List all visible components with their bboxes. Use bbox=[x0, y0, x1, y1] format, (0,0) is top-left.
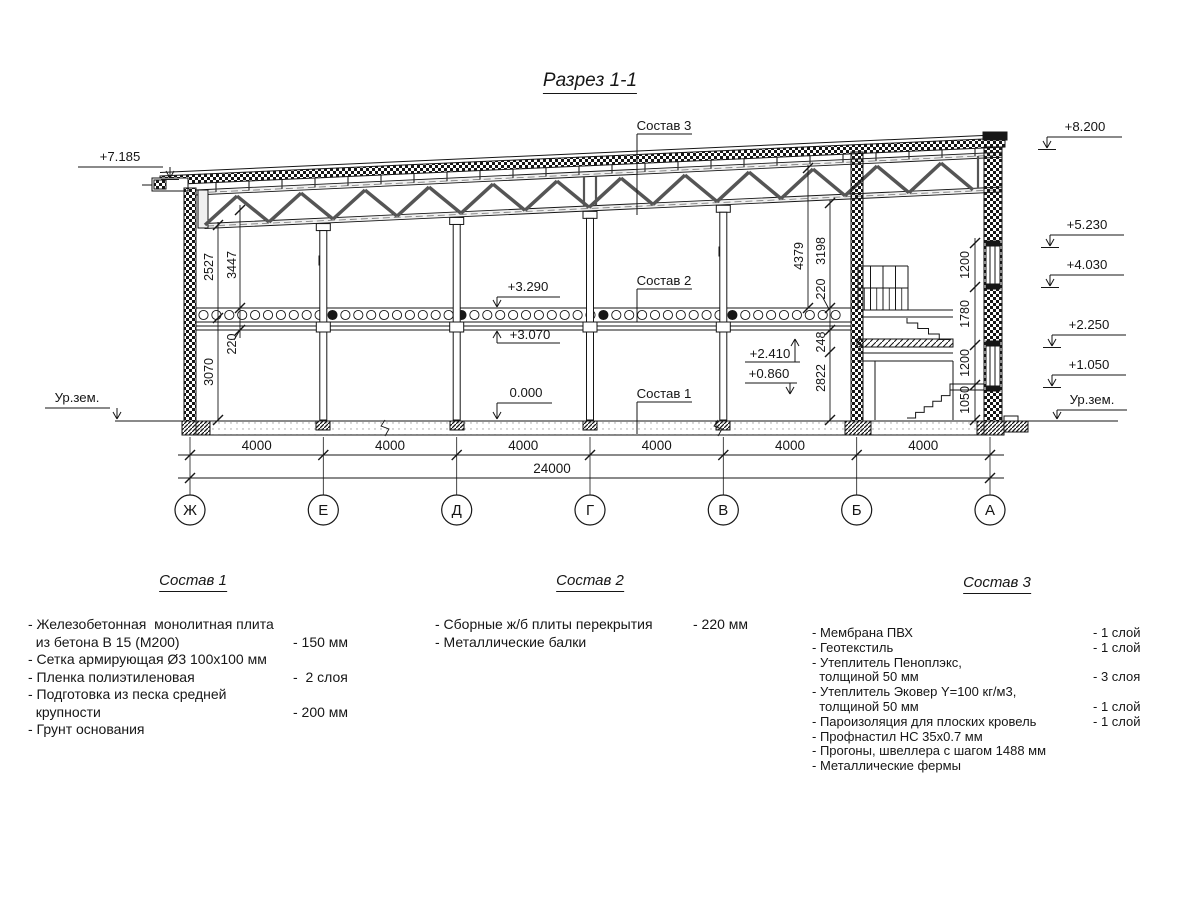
spec-item-value: - 150 мм bbox=[293, 633, 349, 650]
slab-core-circle bbox=[728, 310, 737, 319]
slab-core-circle bbox=[444, 310, 453, 319]
spec-item-text: - Сборные ж/б плиты перекрытия bbox=[435, 616, 653, 632]
elevation-mark-label: +2.250 bbox=[1068, 317, 1110, 332]
spec-item-text: - Прогоны, швеллера с шагом 1488 мм bbox=[812, 743, 1047, 759]
elevation-mark-barb bbox=[1048, 379, 1052, 386]
column-corbel bbox=[716, 322, 730, 332]
spec-item-text: толщиной 50 мм bbox=[812, 698, 919, 714]
window-opening bbox=[986, 246, 1000, 284]
elevation-mark-label: +5.230 bbox=[1066, 217, 1108, 232]
spec-row bbox=[812, 670, 1182, 685]
window-sill bbox=[986, 386, 1000, 391]
slab-core-circle bbox=[741, 310, 750, 319]
slab-core-circle bbox=[418, 310, 427, 319]
elevation-mark-barb bbox=[786, 387, 790, 394]
elevation-mark-label: +3.290 bbox=[507, 279, 549, 294]
truss-diagonal bbox=[333, 190, 365, 219]
spec-item-text: - Металлические балки bbox=[435, 633, 587, 650]
slab-core-circle bbox=[276, 310, 285, 319]
truss-diagonal bbox=[525, 181, 557, 210]
slab-core-circle bbox=[328, 310, 337, 319]
spec-item-value: - 3 слоя bbox=[1093, 669, 1141, 685]
callout-label: Состав 2 bbox=[636, 273, 692, 288]
slab-core-circle bbox=[612, 310, 621, 319]
stair-flight-lower bbox=[907, 390, 950, 418]
spec-row bbox=[28, 669, 408, 687]
slab-core-circle bbox=[625, 310, 634, 319]
spec2-list bbox=[435, 616, 795, 651]
column-corbel bbox=[316, 322, 330, 332]
elevation-mark-label: Ур.зем. bbox=[1069, 392, 1115, 407]
spec-item-text: - Грунт основания bbox=[28, 721, 145, 737]
elevation-mark-barb bbox=[1052, 379, 1056, 386]
truss-diagonal bbox=[589, 178, 621, 207]
spec-row bbox=[812, 700, 1182, 715]
foundation-pad bbox=[583, 421, 597, 430]
dim-label-vertical: 220 bbox=[225, 333, 239, 355]
slab-core-circle bbox=[483, 310, 492, 319]
foundation-b bbox=[845, 421, 871, 435]
column-corbel bbox=[583, 322, 597, 332]
spec-row bbox=[812, 641, 1182, 656]
spec-item-text: - Железобетонная монолитная плита bbox=[28, 616, 274, 632]
slab-core-circle bbox=[212, 310, 221, 319]
elevation-mark-barb bbox=[1043, 141, 1047, 148]
spec3-list bbox=[812, 626, 1182, 774]
elevation-mark-label: 0.000 bbox=[509, 385, 543, 400]
slab-core-circle bbox=[650, 310, 659, 319]
column-head-pad bbox=[316, 224, 330, 231]
dim-label-bay: 4000 bbox=[641, 438, 672, 453]
foundation-pad bbox=[716, 421, 730, 430]
elevation-mark-label: +1.050 bbox=[1068, 357, 1110, 372]
slab-core-circle bbox=[341, 310, 350, 319]
dim-label-vertical: 1780 bbox=[958, 300, 972, 328]
spec3-title: Состав 3 bbox=[963, 574, 1031, 591]
spec-item-value: - 1 слой bbox=[1093, 625, 1141, 640]
elevation-mark-barb bbox=[1050, 239, 1054, 246]
stair-landing bbox=[857, 339, 953, 347]
column bbox=[720, 212, 727, 420]
spec-item-text: - Утеплитель Эковер Y=100 кг/м3, bbox=[812, 684, 1017, 700]
elevation-mark-label: +3.070 bbox=[509, 327, 551, 342]
axis-letter: В bbox=[718, 502, 729, 519]
spec-item-text: - Подготовка из песка средней bbox=[28, 686, 227, 702]
stair-flight-upper bbox=[907, 318, 950, 340]
spec-item-value: - 1 слой bbox=[1093, 639, 1141, 655]
elevation-mark-barb bbox=[1057, 412, 1061, 419]
spec-row bbox=[812, 626, 1182, 641]
dim-label-bay: 4000 bbox=[908, 438, 939, 453]
foundation-pad bbox=[316, 421, 330, 430]
dim-label-bay: 4000 bbox=[508, 438, 539, 453]
dim-label-vertical: 2822 bbox=[814, 364, 828, 392]
slab-core-circle bbox=[599, 310, 608, 319]
spec-item-text: - Мембрана ПВХ bbox=[812, 625, 913, 640]
spec1-title: Состав 1 bbox=[159, 572, 227, 589]
slab-core-circle bbox=[547, 310, 556, 319]
callout-label: Состав 3 bbox=[636, 118, 692, 133]
slab-core-circle bbox=[676, 310, 685, 319]
drawing-title: Разрез 1-1 bbox=[543, 70, 637, 92]
spec-row bbox=[435, 616, 795, 634]
slab-core-circle bbox=[470, 310, 479, 319]
elevation-mark-barb bbox=[493, 331, 497, 338]
elevation-mark-barb bbox=[1047, 141, 1051, 148]
spec-item-text: - Пароизоляция для плоских кровель bbox=[812, 713, 1037, 729]
truss-diagonal bbox=[397, 187, 429, 216]
slab-core-circle bbox=[508, 310, 517, 319]
axis-letter: Ж bbox=[183, 502, 197, 519]
elevation-mark-barb bbox=[1052, 339, 1056, 346]
axis-letter: Б bbox=[851, 502, 862, 519]
spec-item-text: крупности bbox=[28, 703, 101, 720]
axis-letter: Д bbox=[451, 502, 462, 519]
slab-core-circle bbox=[289, 310, 298, 319]
dim-label-vertical: 220 bbox=[814, 278, 828, 300]
truss-diagonal bbox=[717, 172, 749, 201]
slab-core-circle bbox=[754, 310, 763, 319]
column-head-pad bbox=[583, 211, 597, 218]
dim-label-total: 24000 bbox=[533, 461, 571, 476]
slab-core-circle bbox=[521, 310, 530, 319]
slab-core-circle bbox=[638, 310, 647, 319]
slab-core-circle bbox=[831, 310, 840, 319]
truss-diagonal bbox=[813, 169, 845, 196]
truss-diagonal bbox=[653, 175, 685, 204]
slab-core-circle bbox=[663, 310, 672, 319]
spec-item-value: - 1 слой bbox=[1093, 698, 1141, 714]
spec-row bbox=[28, 634, 408, 652]
dim-label-vertical: 248 bbox=[814, 331, 828, 353]
truss-diagonal bbox=[205, 196, 237, 225]
dim-label-bay: 4000 bbox=[774, 438, 806, 453]
slab-core-circle bbox=[354, 310, 363, 319]
dim-label-vertical: 3070 bbox=[202, 358, 216, 386]
elevation-mark-label: +2.410 bbox=[749, 346, 791, 361]
elevation-mark-label: +0.860 bbox=[748, 366, 790, 381]
elevation-mark-barb bbox=[1046, 279, 1050, 286]
truss-diagonal bbox=[461, 184, 493, 213]
dim-label-bay: 4000 bbox=[374, 438, 406, 453]
spec-item-text: - Профнастил НС 35х0.7 мм bbox=[812, 728, 983, 744]
window-opening bbox=[986, 346, 1000, 386]
elevation-mark-barb bbox=[1050, 279, 1054, 286]
elevation-mark-barb bbox=[497, 300, 501, 307]
slab-core-circle bbox=[431, 310, 440, 319]
axis-letter: Г bbox=[585, 502, 595, 519]
axis-letter: Е bbox=[318, 502, 329, 519]
elevation-mark-barb bbox=[795, 339, 799, 346]
spec-row bbox=[28, 721, 408, 739]
spec-row bbox=[812, 715, 1182, 730]
spec-item-value: - 1 слой bbox=[1093, 713, 1141, 729]
window-lintel bbox=[986, 241, 1000, 246]
axis-letter: А bbox=[984, 502, 996, 519]
truss-diagonal bbox=[685, 175, 717, 201]
truss-diagonal bbox=[493, 184, 525, 210]
elevation-mark-barb bbox=[117, 412, 121, 419]
elevation-mark-barb bbox=[791, 339, 795, 346]
elevation-mark-barb bbox=[497, 412, 501, 419]
truss-diagonal bbox=[941, 163, 973, 190]
entrance-porch bbox=[1004, 421, 1028, 432]
slab-core-circle bbox=[767, 310, 776, 319]
spec-row bbox=[435, 634, 795, 652]
slab-core-circle bbox=[367, 310, 376, 319]
spec-item-text: - Металлические фермы bbox=[812, 758, 961, 774]
slab-core-circle bbox=[199, 310, 208, 319]
elevation-mark-label: Ур.зем. bbox=[54, 390, 100, 405]
wall-axis-zh bbox=[184, 188, 196, 421]
dim-label-bay: 4000 bbox=[241, 438, 272, 453]
column bbox=[587, 218, 594, 420]
spec-item-text: - Пленка полиэтиленовая bbox=[28, 668, 195, 685]
slab-core-circle bbox=[689, 310, 698, 319]
spec-item-text: - Утеплитель Пеноплэкс, bbox=[812, 654, 962, 670]
spec-row bbox=[812, 656, 1182, 671]
foundation-pad bbox=[450, 421, 464, 430]
dim-label-vertical: 2527 bbox=[202, 253, 216, 281]
spec1-list bbox=[28, 616, 408, 739]
elevation-mark-label: +8.200 bbox=[1064, 119, 1106, 134]
truss-diagonal bbox=[749, 172, 781, 199]
spec-item-value: - 200 мм bbox=[293, 703, 349, 720]
window-lintel bbox=[986, 341, 1000, 346]
spec-row bbox=[812, 759, 1182, 774]
truss-diagonal bbox=[429, 187, 461, 213]
slab-core-circle bbox=[302, 310, 311, 319]
slab-core-circle bbox=[496, 310, 505, 319]
window-sill bbox=[986, 284, 1000, 289]
truss-diagonal bbox=[877, 166, 909, 193]
truss-diagonal bbox=[269, 193, 301, 222]
spec-item-text: из бетона В 15 (М200) bbox=[28, 633, 180, 650]
spec-row bbox=[28, 704, 408, 722]
column-head-pad bbox=[716, 205, 730, 212]
spec-row bbox=[812, 744, 1182, 759]
dim-label-vertical: 1200 bbox=[958, 349, 972, 377]
spec-item-value: - 220 мм bbox=[693, 616, 749, 632]
elevation-mark-barb bbox=[493, 300, 497, 307]
dim-label-vertical: 4379 bbox=[792, 242, 806, 270]
elevation-mark-barb bbox=[113, 412, 117, 419]
slab-core-circle bbox=[225, 310, 234, 319]
slab-core-circle bbox=[560, 310, 569, 319]
spec-item-text: - Сетка армирующая Ø3 100х100 мм bbox=[28, 651, 267, 667]
spec-row bbox=[812, 730, 1182, 745]
truss-diagonal bbox=[365, 190, 397, 216]
slab-core-circle bbox=[573, 310, 582, 319]
spec-row bbox=[28, 616, 408, 634]
foundation-a bbox=[977, 421, 1004, 435]
spec2-title: Состав 2 bbox=[556, 572, 624, 589]
truss-diagonal bbox=[909, 163, 941, 193]
parapet-cap bbox=[983, 132, 1007, 140]
slab-core-circle bbox=[380, 310, 389, 319]
spec-item-text: - Геотекстиль bbox=[812, 639, 894, 655]
column-head-pad bbox=[450, 217, 464, 224]
dim-label-vertical: 1200 bbox=[958, 251, 972, 279]
elevation-mark-label: +7.185 bbox=[99, 149, 141, 164]
slab-core-circle bbox=[238, 310, 247, 319]
spec-row bbox=[812, 685, 1182, 700]
slab-core-circle bbox=[263, 310, 272, 319]
elevation-mark-barb bbox=[1053, 412, 1057, 419]
porch-step bbox=[1004, 416, 1018, 421]
slab-core-circle bbox=[392, 310, 401, 319]
wall-axis-b bbox=[851, 152, 863, 421]
elevation-mark-barb bbox=[497, 331, 501, 338]
slab-core-circle bbox=[405, 310, 414, 319]
elevation-mark-barb bbox=[790, 387, 794, 394]
elevation-mark-label: +4.030 bbox=[1066, 257, 1108, 272]
elevation-mark-barb bbox=[1048, 339, 1052, 346]
spec-row bbox=[28, 651, 408, 669]
spec-row bbox=[28, 686, 408, 704]
roof-gutter-fill bbox=[154, 180, 166, 189]
slab-core-circle bbox=[702, 310, 711, 319]
dim-label-vertical: 1050 bbox=[958, 386, 972, 414]
slab-core-circle bbox=[805, 310, 814, 319]
slab-core-circle bbox=[792, 310, 801, 319]
dim-label-vertical: 3198 bbox=[814, 237, 828, 265]
slab-core-circle bbox=[534, 310, 543, 319]
slab-core-circle bbox=[779, 310, 788, 319]
foundation-left bbox=[182, 421, 210, 435]
truss-diagonal bbox=[301, 193, 333, 219]
column-corbel bbox=[450, 322, 464, 332]
spec-item-value: - 2 слоя bbox=[293, 668, 348, 685]
elevation-mark-barb bbox=[1046, 239, 1050, 246]
dim-label-vertical: 3447 bbox=[225, 251, 239, 279]
callout-label: Состав 1 bbox=[636, 386, 692, 401]
elevation-mark-barb bbox=[493, 412, 497, 419]
spec-item-text: толщиной 50 мм bbox=[812, 669, 919, 685]
slab-core-circle bbox=[251, 310, 260, 319]
